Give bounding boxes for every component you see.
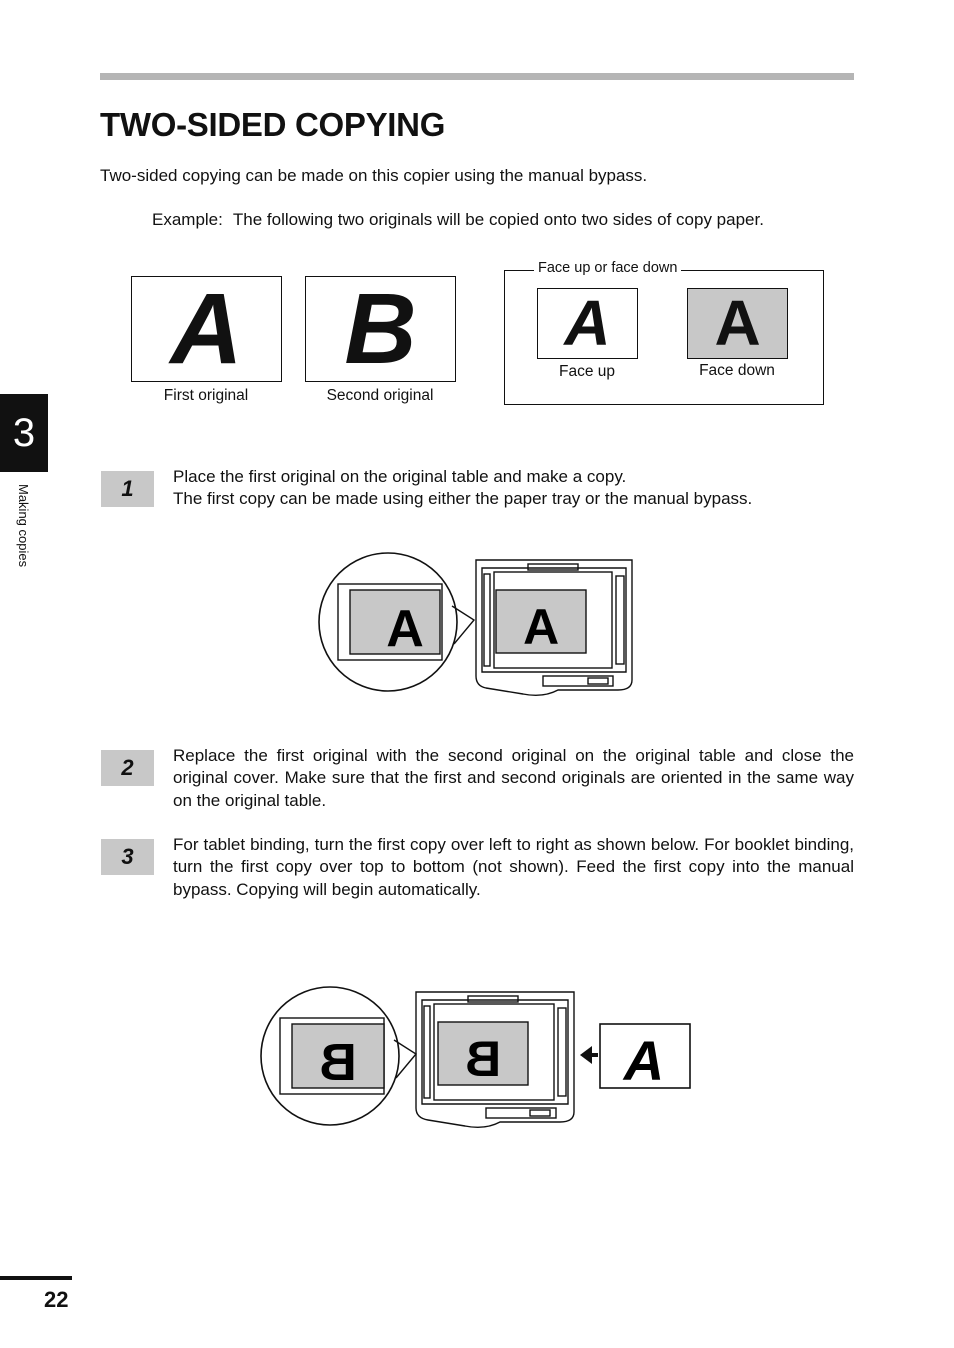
bottom-rule (0, 1276, 72, 1280)
face-orientation-legend: Face up or face down (534, 260, 681, 276)
step-1-line-2: The first copy can be made using either the paper tray or the manual bypass. (173, 489, 753, 509)
face-down-letter: A (714, 288, 761, 359)
page-title: TWO-SIDED COPYING (100, 106, 446, 143)
step-1-number: 1 (101, 471, 154, 507)
chapter-tab: 3 (0, 394, 48, 472)
example-line (152, 210, 764, 230)
example-text: The following two originals will be copied onto two sides of copy paper. (232, 210, 764, 229)
step-3-line-1: For tablet binding, turn the first copy over left to right as shown below. For booklet binding, turn the first copy over top to bottom (not shown). Feed the first copy into the manual bypass. Copying will begin automatically. (173, 835, 854, 899)
glass-letter-2: B (464, 1031, 502, 1087)
feed-arrow-icon (580, 1046, 598, 1064)
step-2-number: 2 (101, 750, 154, 786)
example-label: Example: (152, 210, 223, 229)
step-2-line-1: Replace the first original with the second original on the original table and close the original cover. Make sure that the first and second originals are oriented in the same way on the original table. (173, 746, 854, 810)
top-rule (100, 73, 854, 80)
zoom-letter-2: B (319, 1034, 357, 1092)
face-up-caption: Face up (558, 363, 615, 380)
step-2-text (173, 745, 854, 812)
second-original-letter: B (344, 276, 417, 382)
page-number: 22 (44, 1287, 69, 1312)
step-1-line-1: Place the first original on the original table and make a copy. (173, 467, 627, 486)
first-original-caption: First original (163, 387, 249, 404)
second-original-box (305, 276, 456, 382)
face-down-box (687, 288, 788, 359)
first-original-box (131, 276, 282, 382)
step-1-text (173, 466, 854, 511)
face-up-letter: A (564, 288, 611, 359)
zoom-letter: A (386, 600, 424, 658)
second-original-caption: Second original (326, 387, 434, 404)
step-3-text (173, 834, 854, 901)
step-3-number: 3 (101, 839, 154, 875)
face-up-box (537, 288, 638, 359)
copier-illustration-original-a (318, 548, 638, 700)
glass-letter: A (522, 599, 560, 655)
copier-illustration-original-b (258, 980, 698, 1136)
first-copy-letter: A (623, 1029, 665, 1092)
chapter-side-label: Making copies (16, 484, 31, 568)
first-original-letter: A (170, 276, 243, 382)
face-down-caption: Face down (699, 362, 775, 379)
intro-text: Two-sided copying can be made on this copier using the manual bypass. (100, 166, 648, 185)
